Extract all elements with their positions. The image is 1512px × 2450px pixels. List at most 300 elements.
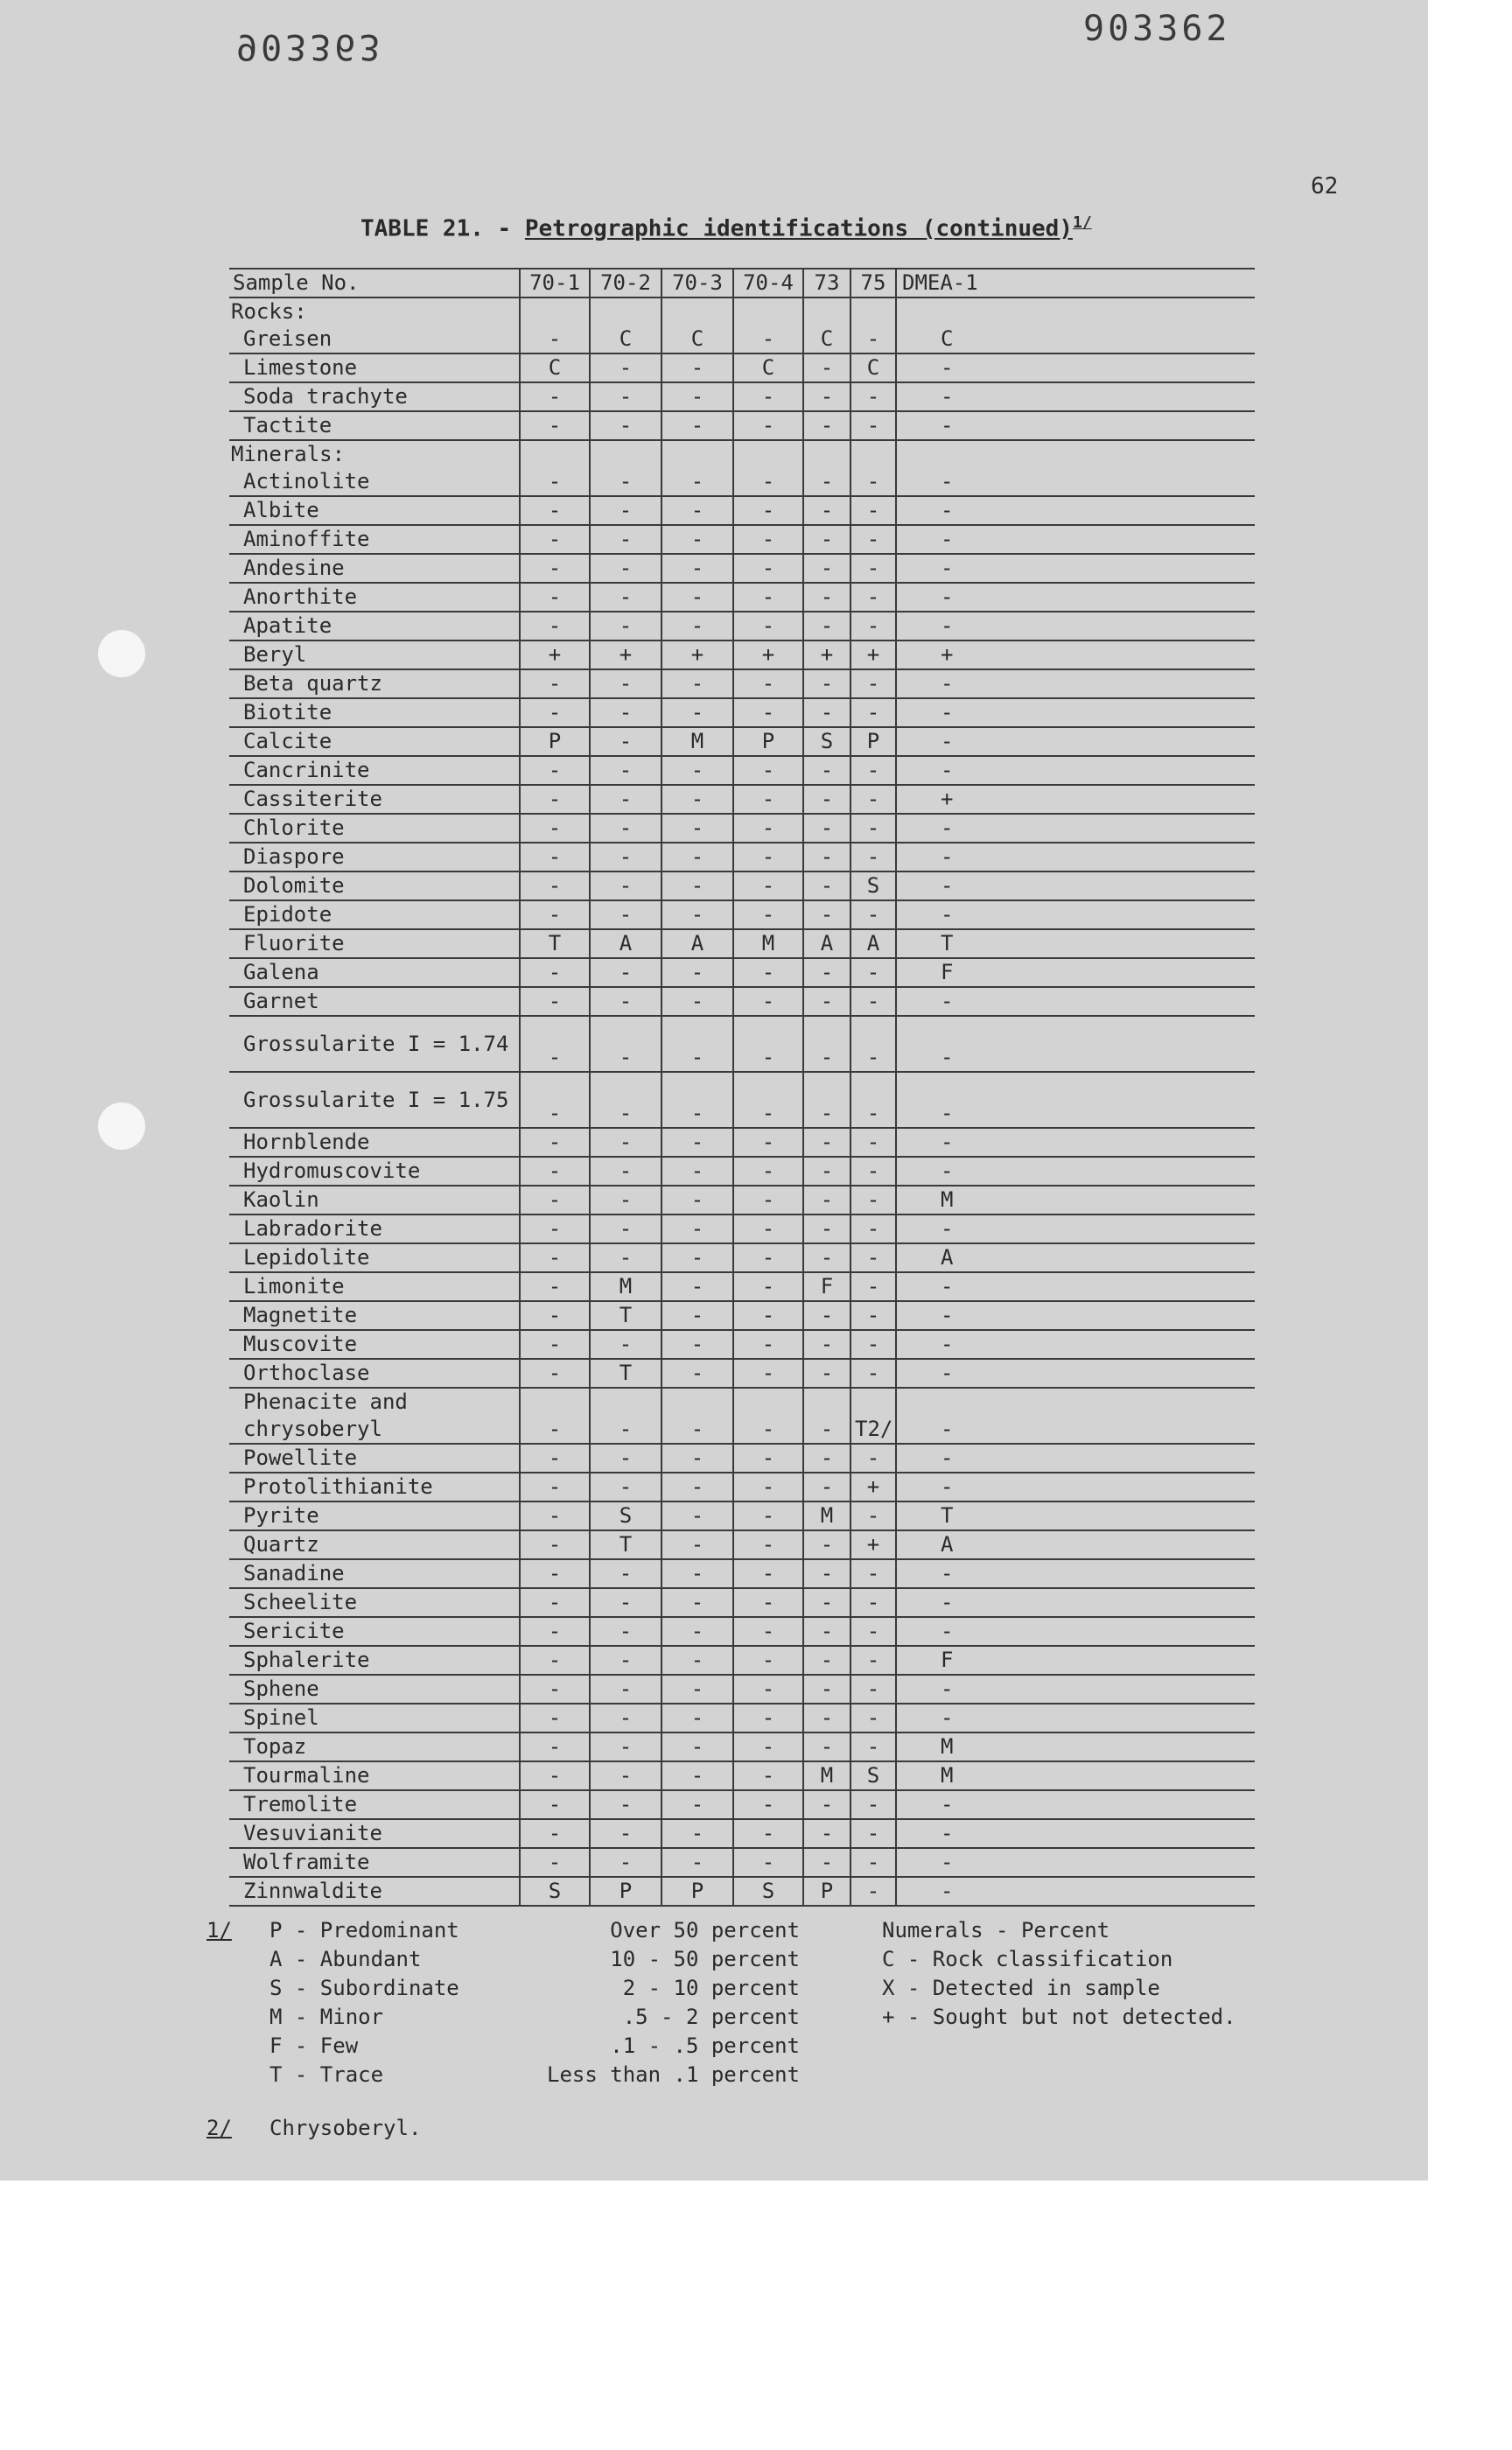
table-cell: -	[896, 698, 1255, 727]
table-cell: -	[590, 1243, 662, 1272]
table-cell: -	[850, 411, 896, 440]
table-cell: -	[662, 900, 733, 929]
table-cell: -	[520, 843, 590, 872]
table-cell: -	[662, 1819, 733, 1848]
table-row	[229, 1214, 1255, 1243]
table-row	[229, 1243, 1255, 1272]
empty-cell	[803, 440, 850, 468]
table-cell: -	[662, 1128, 733, 1157]
table-cell: C	[803, 326, 850, 354]
table-cell: C	[850, 354, 896, 382]
section-label: Minerals:	[231, 442, 346, 466]
table-cell: A	[662, 929, 733, 958]
legend-symbol: C - Rock classification	[882, 1947, 1173, 1971]
table-row	[229, 1704, 1255, 1732]
table-cell: -	[803, 1157, 850, 1186]
table-cell: -	[662, 1186, 733, 1214]
table-cell: -	[590, 554, 662, 583]
table-cell: P	[803, 1877, 850, 1906]
table-cell: -	[733, 411, 803, 440]
header-sample-1: 70-1	[520, 269, 590, 298]
punch-hole	[98, 630, 145, 677]
table-cell: -	[733, 1819, 803, 1848]
row-name: Grossularite I = 1.75	[229, 1072, 520, 1128]
table-cell: -	[662, 1016, 733, 1072]
table-cell: -	[662, 612, 733, 640]
table-cell: -	[520, 612, 590, 640]
table-cell: -	[520, 1530, 590, 1559]
empty-cell	[520, 298, 590, 326]
table-cell: +	[896, 785, 1255, 814]
row-name: Fluorite	[229, 929, 520, 958]
table-cell: -	[803, 554, 850, 583]
table-cell: -	[733, 872, 803, 900]
table-cell: -	[520, 1559, 590, 1588]
legend-code: A - Abundant	[270, 1947, 422, 1971]
table-cell: -	[850, 1214, 896, 1243]
table-row	[229, 382, 1255, 411]
table-row	[229, 1359, 1255, 1388]
table-cell: -	[896, 612, 1255, 640]
table-cell: -	[520, 1588, 590, 1617]
table-cell: -	[803, 1444, 850, 1473]
table-cell: -	[896, 900, 1255, 929]
table-cell: -	[733, 785, 803, 814]
table-cell: -	[850, 326, 896, 354]
empty-cell	[850, 440, 896, 468]
table-cell: -	[520, 1704, 590, 1732]
table-cell: -	[733, 1732, 803, 1761]
table-cell: -	[520, 1016, 590, 1072]
table-cell: -	[590, 698, 662, 727]
table-cell: -	[850, 669, 896, 698]
table-cell: S	[590, 1502, 662, 1530]
table-cell: -	[590, 1388, 662, 1444]
table-cell: -	[850, 382, 896, 411]
table-row	[229, 1646, 1255, 1675]
table-cell: -	[896, 1559, 1255, 1588]
title-footnote-ref: 1/	[1072, 214, 1092, 232]
table-title-main: Petrographic identifications (continued)	[524, 215, 1073, 242]
table-cell: -	[733, 1530, 803, 1559]
table-cell: P	[520, 727, 590, 756]
table-cell: T2/	[850, 1388, 896, 1444]
table-cell: -	[850, 468, 896, 496]
table-cell: -	[590, 872, 662, 900]
table-cell: +	[850, 1473, 896, 1502]
table-cell: -	[520, 1761, 590, 1790]
section-label: Rocks:	[231, 299, 307, 324]
row-name: Labradorite	[229, 1214, 520, 1243]
row-name: Muscovite	[229, 1330, 520, 1359]
table-row	[229, 1072, 1255, 1128]
legend-code: S - Subordinate	[270, 1976, 459, 2000]
table-cell: -	[520, 1186, 590, 1214]
table-cell: -	[590, 1819, 662, 1848]
table-row	[229, 583, 1255, 612]
table-cell: -	[803, 1128, 850, 1157]
table-cell: -	[590, 525, 662, 554]
table-cell: -	[520, 326, 590, 354]
table-cell: -	[896, 1848, 1255, 1877]
table-cell: -	[590, 958, 662, 987]
table-cell: -	[662, 354, 733, 382]
table-row	[229, 1186, 1255, 1214]
table-header-row	[229, 269, 1255, 298]
table-cell: -	[803, 1588, 850, 1617]
row-name: Andesine	[229, 554, 520, 583]
row-name: Tremolite	[229, 1790, 520, 1819]
table-cell: -	[896, 1301, 1255, 1330]
row-name: Phenacite and chrysoberyl	[229, 1388, 520, 1444]
legend-symbol: + - Sought but not detected.	[882, 2005, 1236, 2029]
table-cell: F	[803, 1272, 850, 1301]
table-cell: -	[733, 583, 803, 612]
table-cell: +	[803, 640, 850, 669]
table-cell: -	[590, 843, 662, 872]
table-cell: -	[896, 1617, 1255, 1646]
table-title	[360, 214, 1092, 242]
table-cell: -	[733, 1157, 803, 1186]
table-cell: S	[733, 1877, 803, 1906]
table-cell: -	[803, 1214, 850, 1243]
table-cell: -	[662, 814, 733, 843]
table-cell: -	[850, 583, 896, 612]
table-cell: -	[590, 756, 662, 785]
table-cell: -	[590, 669, 662, 698]
table-cell: -	[803, 382, 850, 411]
table-cell: A	[803, 929, 850, 958]
table-cell: -	[850, 1732, 896, 1761]
table-cell: A	[896, 1530, 1255, 1559]
table-cell: T	[590, 1301, 662, 1330]
legend-ranges	[518, 1916, 800, 2090]
table-cell: -	[803, 1243, 850, 1272]
table-row	[229, 756, 1255, 785]
row-name: Epidote	[229, 900, 520, 929]
table-cell: -	[803, 1675, 850, 1704]
table-row	[229, 987, 1255, 1016]
table-row	[229, 900, 1255, 929]
row-name: Hydromuscovite	[229, 1157, 520, 1186]
empty-cell	[850, 298, 896, 326]
table-cell: -	[590, 1157, 662, 1186]
table-cell: -	[850, 1588, 896, 1617]
row-name: Diaspore	[229, 843, 520, 872]
table-cell: -	[896, 843, 1255, 872]
table-cell: -	[733, 756, 803, 785]
legend-symbols	[882, 1916, 1236, 2032]
table-cell: -	[850, 1848, 896, 1877]
table-row	[229, 669, 1255, 698]
table-cell: -	[803, 1388, 850, 1444]
table-row	[229, 1272, 1255, 1301]
table-cell: -	[590, 1214, 662, 1243]
table-row	[229, 1330, 1255, 1359]
table-cell: -	[896, 496, 1255, 525]
petrographic-table	[229, 268, 1255, 1907]
table-cell: -	[850, 1502, 896, 1530]
table-cell: -	[733, 1588, 803, 1617]
table-cell: -	[520, 496, 590, 525]
table-cell: -	[520, 1157, 590, 1186]
table-cell: -	[662, 1388, 733, 1444]
table-cell: -	[803, 1359, 850, 1388]
legend-range: .1 - .5 percent	[610, 2034, 800, 2058]
table-cell: -	[803, 468, 850, 496]
row-name: Aminoffite	[229, 525, 520, 554]
table-cell: -	[520, 411, 590, 440]
table-cell: -	[896, 1877, 1255, 1906]
table-cell: -	[520, 1301, 590, 1330]
table-cell: -	[662, 1848, 733, 1877]
table-cell: -	[803, 900, 850, 929]
table-cell: -	[590, 987, 662, 1016]
table-cell: -	[896, 468, 1255, 496]
table-cell: -	[590, 496, 662, 525]
table-cell: -	[520, 525, 590, 554]
row-name: Limestone	[229, 354, 520, 382]
table-cell: -	[590, 382, 662, 411]
table-row	[229, 1675, 1255, 1704]
table-row	[229, 612, 1255, 640]
table-cell: -	[733, 554, 803, 583]
table-cell: -	[803, 785, 850, 814]
table-cell: -	[803, 1186, 850, 1214]
row-name: Vesuvianite	[229, 1819, 520, 1848]
row-name: Hornblende	[229, 1128, 520, 1157]
table-cell: -	[896, 1819, 1255, 1848]
table-row	[229, 1617, 1255, 1646]
table-cell: -	[590, 785, 662, 814]
section-row	[229, 298, 1255, 326]
empty-cell	[803, 298, 850, 326]
table-cell: -	[520, 1214, 590, 1243]
table-cell: -	[662, 1072, 733, 1128]
table-cell: -	[896, 1214, 1255, 1243]
table-cell: C	[733, 354, 803, 382]
table-cell: -	[590, 1072, 662, 1128]
empty-cell	[520, 440, 590, 468]
table-cell: -	[733, 496, 803, 525]
table-cell: -	[662, 1502, 733, 1530]
table-cell: -	[850, 1301, 896, 1330]
row-name: Biotite	[229, 698, 520, 727]
table-cell: -	[590, 1444, 662, 1473]
table-cell: -	[850, 612, 896, 640]
table-cell: -	[590, 612, 662, 640]
table-cell: -	[803, 583, 850, 612]
legend-code: P - Predominant	[270, 1918, 459, 1942]
table-cell: -	[850, 1790, 896, 1819]
table-cell: -	[896, 1157, 1255, 1186]
table-cell: -	[850, 987, 896, 1016]
empty-cell	[896, 440, 1255, 468]
header-sample-no: Sample No.	[229, 269, 520, 298]
table-cell: -	[850, 1330, 896, 1359]
table-cell: -	[803, 1617, 850, 1646]
header-sample-2: 70-2	[590, 269, 662, 298]
table-row	[229, 929, 1255, 958]
row-name: Anorthite	[229, 583, 520, 612]
table-cell: -	[590, 1848, 662, 1877]
row-name: Kaolin	[229, 1186, 520, 1214]
table-row	[229, 640, 1255, 669]
table-cell: -	[803, 1301, 850, 1330]
row-name: Chlorite	[229, 814, 520, 843]
table-cell: -	[850, 843, 896, 872]
table-cell: -	[662, 411, 733, 440]
table-cell: M	[896, 1186, 1255, 1214]
table-cell: -	[662, 496, 733, 525]
table-cell: -	[590, 1790, 662, 1819]
legend-range: Over 50 percent	[610, 1918, 800, 1942]
row-name: Galena	[229, 958, 520, 987]
table-cell: -	[590, 468, 662, 496]
table-cell: -	[896, 411, 1255, 440]
table-cell: -	[520, 785, 590, 814]
table-cell: -	[803, 1072, 850, 1128]
row-name: Cancrinite	[229, 756, 520, 785]
table-cell: T	[520, 929, 590, 958]
table-cell: -	[733, 612, 803, 640]
table-cell: -	[662, 872, 733, 900]
table-cell: -	[662, 1732, 733, 1761]
table-cell: -	[803, 1704, 850, 1732]
table-cell: -	[733, 525, 803, 554]
row-name: Lepidolite	[229, 1243, 520, 1272]
table-cell: M	[896, 1761, 1255, 1790]
empty-cell	[662, 298, 733, 326]
table-cell: -	[662, 1330, 733, 1359]
table-cell: -	[850, 1877, 896, 1906]
table-cell: -	[520, 987, 590, 1016]
table-cell: -	[896, 872, 1255, 900]
table-row	[229, 354, 1255, 382]
header-sample-4: 70-4	[733, 269, 803, 298]
table-cell: -	[520, 382, 590, 411]
row-name: Tactite	[229, 411, 520, 440]
table-cell: +	[662, 640, 733, 669]
table-cell: -	[733, 1243, 803, 1272]
table-cell: T	[590, 1359, 662, 1388]
table-cell: +	[850, 1530, 896, 1559]
table-cell: -	[733, 1761, 803, 1790]
legend-code: M - Minor	[270, 2005, 384, 2029]
row-name: Beta quartz	[229, 669, 520, 698]
table-row	[229, 1388, 1255, 1444]
document-stamp-number: 903362	[1083, 9, 1231, 49]
row-name: Beryl	[229, 640, 520, 669]
table-cell: -	[520, 1732, 590, 1761]
row-name: Sphene	[229, 1675, 520, 1704]
table-cell: -	[662, 468, 733, 496]
table-title-prefix: TABLE 21. -	[360, 215, 525, 242]
table-cell: F	[896, 1646, 1255, 1675]
table-row	[229, 1444, 1255, 1473]
table-cell: -	[896, 583, 1255, 612]
table-cell: -	[520, 1272, 590, 1301]
table-cell: -	[733, 1617, 803, 1646]
row-name: Protolithianite	[229, 1473, 520, 1502]
table-cell: -	[590, 1588, 662, 1617]
table-row	[229, 1732, 1255, 1761]
table-cell: -	[733, 1388, 803, 1444]
mirrored-stamp-number: 903363	[236, 26, 384, 66]
table-row	[229, 1819, 1255, 1848]
empty-cell	[590, 440, 662, 468]
table-cell: -	[850, 1016, 896, 1072]
table-cell: M	[590, 1272, 662, 1301]
legend-symbol: Numerals - Percent	[882, 1918, 1110, 1942]
table-cell: -	[850, 1444, 896, 1473]
table-cell: C	[896, 326, 1255, 354]
table-cell: C	[520, 354, 590, 382]
table-cell: T	[896, 929, 1255, 958]
table-cell: -	[662, 1704, 733, 1732]
table-row	[229, 1016, 1255, 1072]
table-cell: -	[662, 1272, 733, 1301]
table-cell: -	[662, 1617, 733, 1646]
table-cell: -	[520, 468, 590, 496]
footnote-2-text: Chrysoberyl.	[270, 2116, 422, 2140]
table-cell: -	[590, 583, 662, 612]
table-cell: -	[590, 1761, 662, 1790]
table-cell: -	[733, 958, 803, 987]
table-cell: -	[520, 1388, 590, 1444]
table-cell: -	[803, 1732, 850, 1761]
table-cell: -	[896, 1473, 1255, 1502]
table-cell: -	[520, 698, 590, 727]
table-cell: -	[520, 1243, 590, 1272]
table-cell: -	[850, 900, 896, 929]
table-cell: -	[896, 354, 1255, 382]
table-cell: -	[662, 1243, 733, 1272]
table-cell: -	[733, 1330, 803, 1359]
table-cell: -	[850, 1272, 896, 1301]
table-row	[229, 1128, 1255, 1157]
table-row	[229, 1530, 1255, 1559]
table-cell: -	[803, 1790, 850, 1819]
table-cell: -	[520, 1473, 590, 1502]
legend-range: Less than .1 percent	[547, 2062, 800, 2087]
table-cell: -	[733, 1790, 803, 1819]
row-name: Garnet	[229, 987, 520, 1016]
table-cell: -	[733, 1214, 803, 1243]
table-cell: -	[803, 756, 850, 785]
table-cell: -	[733, 669, 803, 698]
legend-range: .5 - 2 percent	[622, 2005, 800, 2029]
table-cell: -	[733, 326, 803, 354]
footnote-2-mark: 2/	[206, 2116, 232, 2140]
table-cell: -	[850, 1128, 896, 1157]
table-cell: -	[803, 525, 850, 554]
table-cell: -	[662, 1559, 733, 1588]
punch-hole	[98, 1102, 145, 1150]
row-name: Sanadine	[229, 1559, 520, 1588]
row-name: Albite	[229, 496, 520, 525]
table-cell: -	[896, 1790, 1255, 1819]
table-cell: -	[896, 1588, 1255, 1617]
table-row	[229, 785, 1255, 814]
table-cell: -	[803, 669, 850, 698]
table-cell: -	[520, 1819, 590, 1848]
legend-codes	[270, 1916, 459, 2090]
table-cell: S	[803, 727, 850, 756]
table-cell: -	[520, 1359, 590, 1388]
table-cell: -	[850, 1559, 896, 1588]
table-cell: -	[733, 1186, 803, 1214]
